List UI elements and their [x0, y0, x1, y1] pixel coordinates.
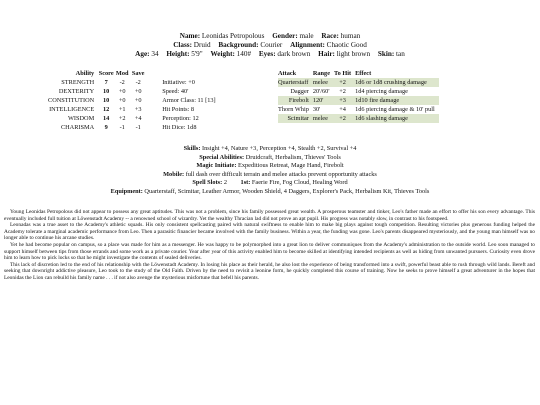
- perception-stat: Perception: 12: [162, 115, 199, 122]
- ability-mod: -1: [119, 124, 125, 131]
- attack-table: [278, 69, 439, 123]
- ability-save: +0: [134, 97, 142, 104]
- ability-mod: +0: [118, 88, 126, 95]
- mobile-value: full dash over difficult terrain and melee attacks prevent opportunity attacks: [185, 170, 377, 178]
- ability-save: +3: [134, 106, 142, 113]
- armor-class-stat: Armor Class: 11 [13]: [162, 97, 216, 104]
- weight-label: Weight:: [210, 50, 235, 58]
- header-line-1: [0, 32, 540, 41]
- ability-row: [48, 123, 216, 132]
- backstory-paragraph: Leonadas was a true asset to the Academy's athletic squads. His only consistent spellcasting paired with natural swiftness to enable him to make big plays against tough competition. Resulting victories plus generous funding helped the Academy tolerate a marginal academic performance from Leo. Then a parasitic financier became involved with the family business. Within a year, the funding was gone. Leo's parents disappeared mysteriously, and the young man himself was no longer able to continue his arcane studies.: [4, 222, 535, 242]
- height-label: Height:: [166, 50, 190, 58]
- alignment-value: Chaotic Good: [326, 41, 367, 49]
- race-value: human: [340, 32, 361, 40]
- skills-value: Insight +4, Nature +3, Perception +4, Stealth +2, Survival +4: [202, 145, 357, 152]
- name-value: Leonidas Petropolous: [201, 32, 265, 40]
- height-value: 5'9": [191, 50, 203, 58]
- mobile-line: [0, 171, 540, 180]
- backstory-paragraph: Yet he had become popular on campus, so a place was made for him as a messenger. He was happy to be polymorphed into a great lion to deliver communiques from the Academy's administration to the outside world. Leo soon managed to support himself between tips from those errands and some work as a private courier. Year after year of this activity enabled him to become skilled at identifying intended recipients as well as hiding from unwanted pursuers. Curiosity even drove him to learn how to pick locks so that he might investigate the contents of sealed deliveries.: [4, 241, 535, 262]
- attack-name: Firebolt: [278, 96, 313, 105]
- magic-initiate-value: Expeditious Retreat, Mage Hand, Firebolt: [238, 162, 344, 169]
- ability-mod: +2: [118, 115, 126, 122]
- magic-initiate-line: [0, 162, 540, 171]
- ability-table: [48, 69, 216, 132]
- attack-col-header: Attack: [278, 70, 297, 77]
- first-level-spells: Faerie Fire, Fog Cloud, Healing Word: [251, 179, 348, 186]
- ability-row: [48, 114, 216, 123]
- tohit-col-header: To Hit: [334, 70, 352, 77]
- eyes-value: dark brown: [277, 50, 311, 58]
- attack-name: Quarterstaff: [278, 78, 313, 87]
- backstory: [4, 209, 535, 282]
- attack-effect: 1d6 slashing damage: [355, 114, 439, 123]
- header-line-2: [0, 41, 540, 50]
- attack-range: melee: [313, 114, 334, 123]
- attack-row: [278, 96, 439, 105]
- hit-points-stat: Hit Points: 8: [162, 106, 195, 113]
- ability-mod: -2: [119, 79, 125, 86]
- equipment-label: Equipment:: [110, 187, 143, 195]
- attack-effect: 1d6 piercing damage & 10' pull: [355, 106, 435, 113]
- ability-name: WISDOM: [67, 115, 95, 122]
- attack-name: Dagger: [290, 88, 309, 95]
- attack-tohit: +4: [339, 106, 346, 113]
- ability-score: 9: [104, 124, 108, 131]
- ability-name: CONSTITUTION: [48, 97, 95, 104]
- attack-name: Scimitar: [278, 114, 313, 123]
- attack-row: [278, 87, 439, 96]
- attack-tohit: +2: [334, 78, 355, 87]
- backstory-paragraph: Young Leonidas Petropolous did not appear to possess any great aptitudes. This was not a problem, since his family possessed great wealth. A prosperous teamster and tinker, Leo's father made an effort to offer his son every advantage. This eventually included full tuition at Löwenstadt Academy -- a renowned school of wizardry. Yet the wealthy Thracian lad did not prove an apt pupil. His progress was notably slow, in contrast to his footspeed.: [4, 209, 535, 222]
- ability-score: 12: [103, 106, 110, 113]
- class-label: Class:: [173, 41, 192, 49]
- save-col-header: Save: [131, 70, 145, 77]
- equipment-line: [0, 188, 540, 197]
- special-abilities-label: Special Abilities:: [199, 153, 245, 161]
- first-level-label: 1st:: [240, 179, 251, 186]
- skills-label: Skills:: [183, 145, 201, 152]
- magic-initiate-label: Magic Initiate:: [196, 162, 237, 169]
- header-line-3: [0, 50, 540, 59]
- skills-line: [0, 145, 540, 154]
- class-value: Druid: [193, 41, 211, 49]
- hit-dice-stat: Hit Dice: 1d8: [162, 124, 197, 131]
- speed-stat: Speed: 40': [162, 88, 189, 95]
- ability-save: +4: [134, 115, 142, 122]
- backstory-paragraph: This lack of discretion led to the end of his relationship with the Löwenstadt Academy. In losing his place as their herald, he also lost the experience of being transformed into a swift, powerful beast able to rush through wild lands. Bereft and seeking that downright addictive pleasure, Leo took to the study of the Old Faith. Driven by the need to revisit a leonine form, he quickly completed this course of training. Now he seeks to prove himself a great adventurer in the hopes that Leonidas the Lion can rebuild his family name . . . if not also avenge the mysterious misfortune that befell his parents.: [4, 261, 535, 281]
- attack-name: Thorn Whip: [278, 106, 309, 113]
- weight-value: 140#: [236, 50, 252, 58]
- ability-row: [48, 87, 216, 96]
- ability-row: [48, 96, 216, 105]
- spell-slots-label: Spell Slots:: [192, 179, 223, 186]
- race-label: Race:: [321, 32, 339, 40]
- attack-header-row: [278, 69, 439, 78]
- ability-save: +0: [134, 88, 142, 95]
- attack-effect: 1d6 or 1d8 crushing damage: [355, 78, 439, 87]
- age-value: 34: [151, 50, 159, 58]
- attack-effect: 1d10 fire damage: [355, 96, 439, 105]
- spell-slots-line: [0, 179, 540, 188]
- effect-col-header: Effect: [355, 70, 372, 77]
- attack-row: [278, 114, 439, 123]
- skin-label: Skin:: [377, 50, 395, 58]
- age-label: Age:: [135, 50, 150, 58]
- hair-value: light brown: [336, 50, 371, 58]
- name-label: Name:: [179, 32, 201, 40]
- special-abilities-value: Druidcraft, Herbalism, Thieves' Tools: [245, 153, 341, 161]
- ability-save: -2: [135, 79, 141, 86]
- ability-mod: +0: [118, 97, 126, 104]
- spell-slots-value: 2: [223, 179, 227, 186]
- ability-save: -1: [135, 124, 141, 131]
- ability-name: DEXTERITY: [58, 88, 95, 95]
- alignment-label: Alignment:: [290, 41, 325, 49]
- initiative-stat: Initiative: +0: [162, 79, 195, 86]
- ability-name: STRENGTH: [61, 79, 95, 86]
- ability-score: 10: [103, 88, 110, 95]
- gender-label: Gender:: [272, 32, 298, 40]
- ability-score: 7: [104, 79, 108, 86]
- attack-row: [278, 105, 439, 114]
- equipment-value: Quarterstaff, Scimitar, Leather Armor, Wooden Shield, 4 Daggers, Explorer's Pack, Herbalism Kit, Thieves Tools: [144, 187, 430, 195]
- attack-tohit: +2: [339, 88, 346, 95]
- mobile-label: Mobile:: [163, 170, 185, 178]
- attack-tohit: +2: [334, 114, 355, 123]
- attack-range: melee: [313, 78, 334, 87]
- hair-label: Hair:: [318, 50, 335, 58]
- ability-name: INTELLIGENCE: [49, 106, 95, 113]
- skin-value: tan: [396, 50, 405, 58]
- attack-range: 30': [312, 106, 321, 113]
- background-label: Background:: [218, 41, 259, 49]
- ability-header-row: [48, 69, 216, 78]
- mod-col-header: Mod: [115, 70, 129, 77]
- attack-range: 20'/60': [312, 88, 330, 95]
- ability-row: [48, 78, 216, 87]
- attack-range: 120': [313, 96, 334, 105]
- ability-col-header: Ability: [75, 70, 95, 77]
- ability-score: 14: [103, 115, 110, 122]
- attack-effect: 1d4 piercing damage: [355, 88, 408, 95]
- special-abilities-line: [0, 154, 540, 163]
- attack-tohit: +3: [334, 96, 355, 105]
- ability-mod: +1: [118, 106, 126, 113]
- range-col-header: Range: [312, 70, 330, 77]
- eyes-label: Eyes:: [258, 50, 276, 58]
- attack-row: [278, 78, 439, 87]
- ability-name: CHARISMA: [60, 124, 95, 131]
- ability-score: 10: [103, 97, 110, 104]
- gender-value: male: [299, 32, 314, 40]
- ability-row: [48, 105, 216, 114]
- score-col-header: Score: [98, 70, 114, 77]
- background-value: Courier: [260, 41, 283, 49]
